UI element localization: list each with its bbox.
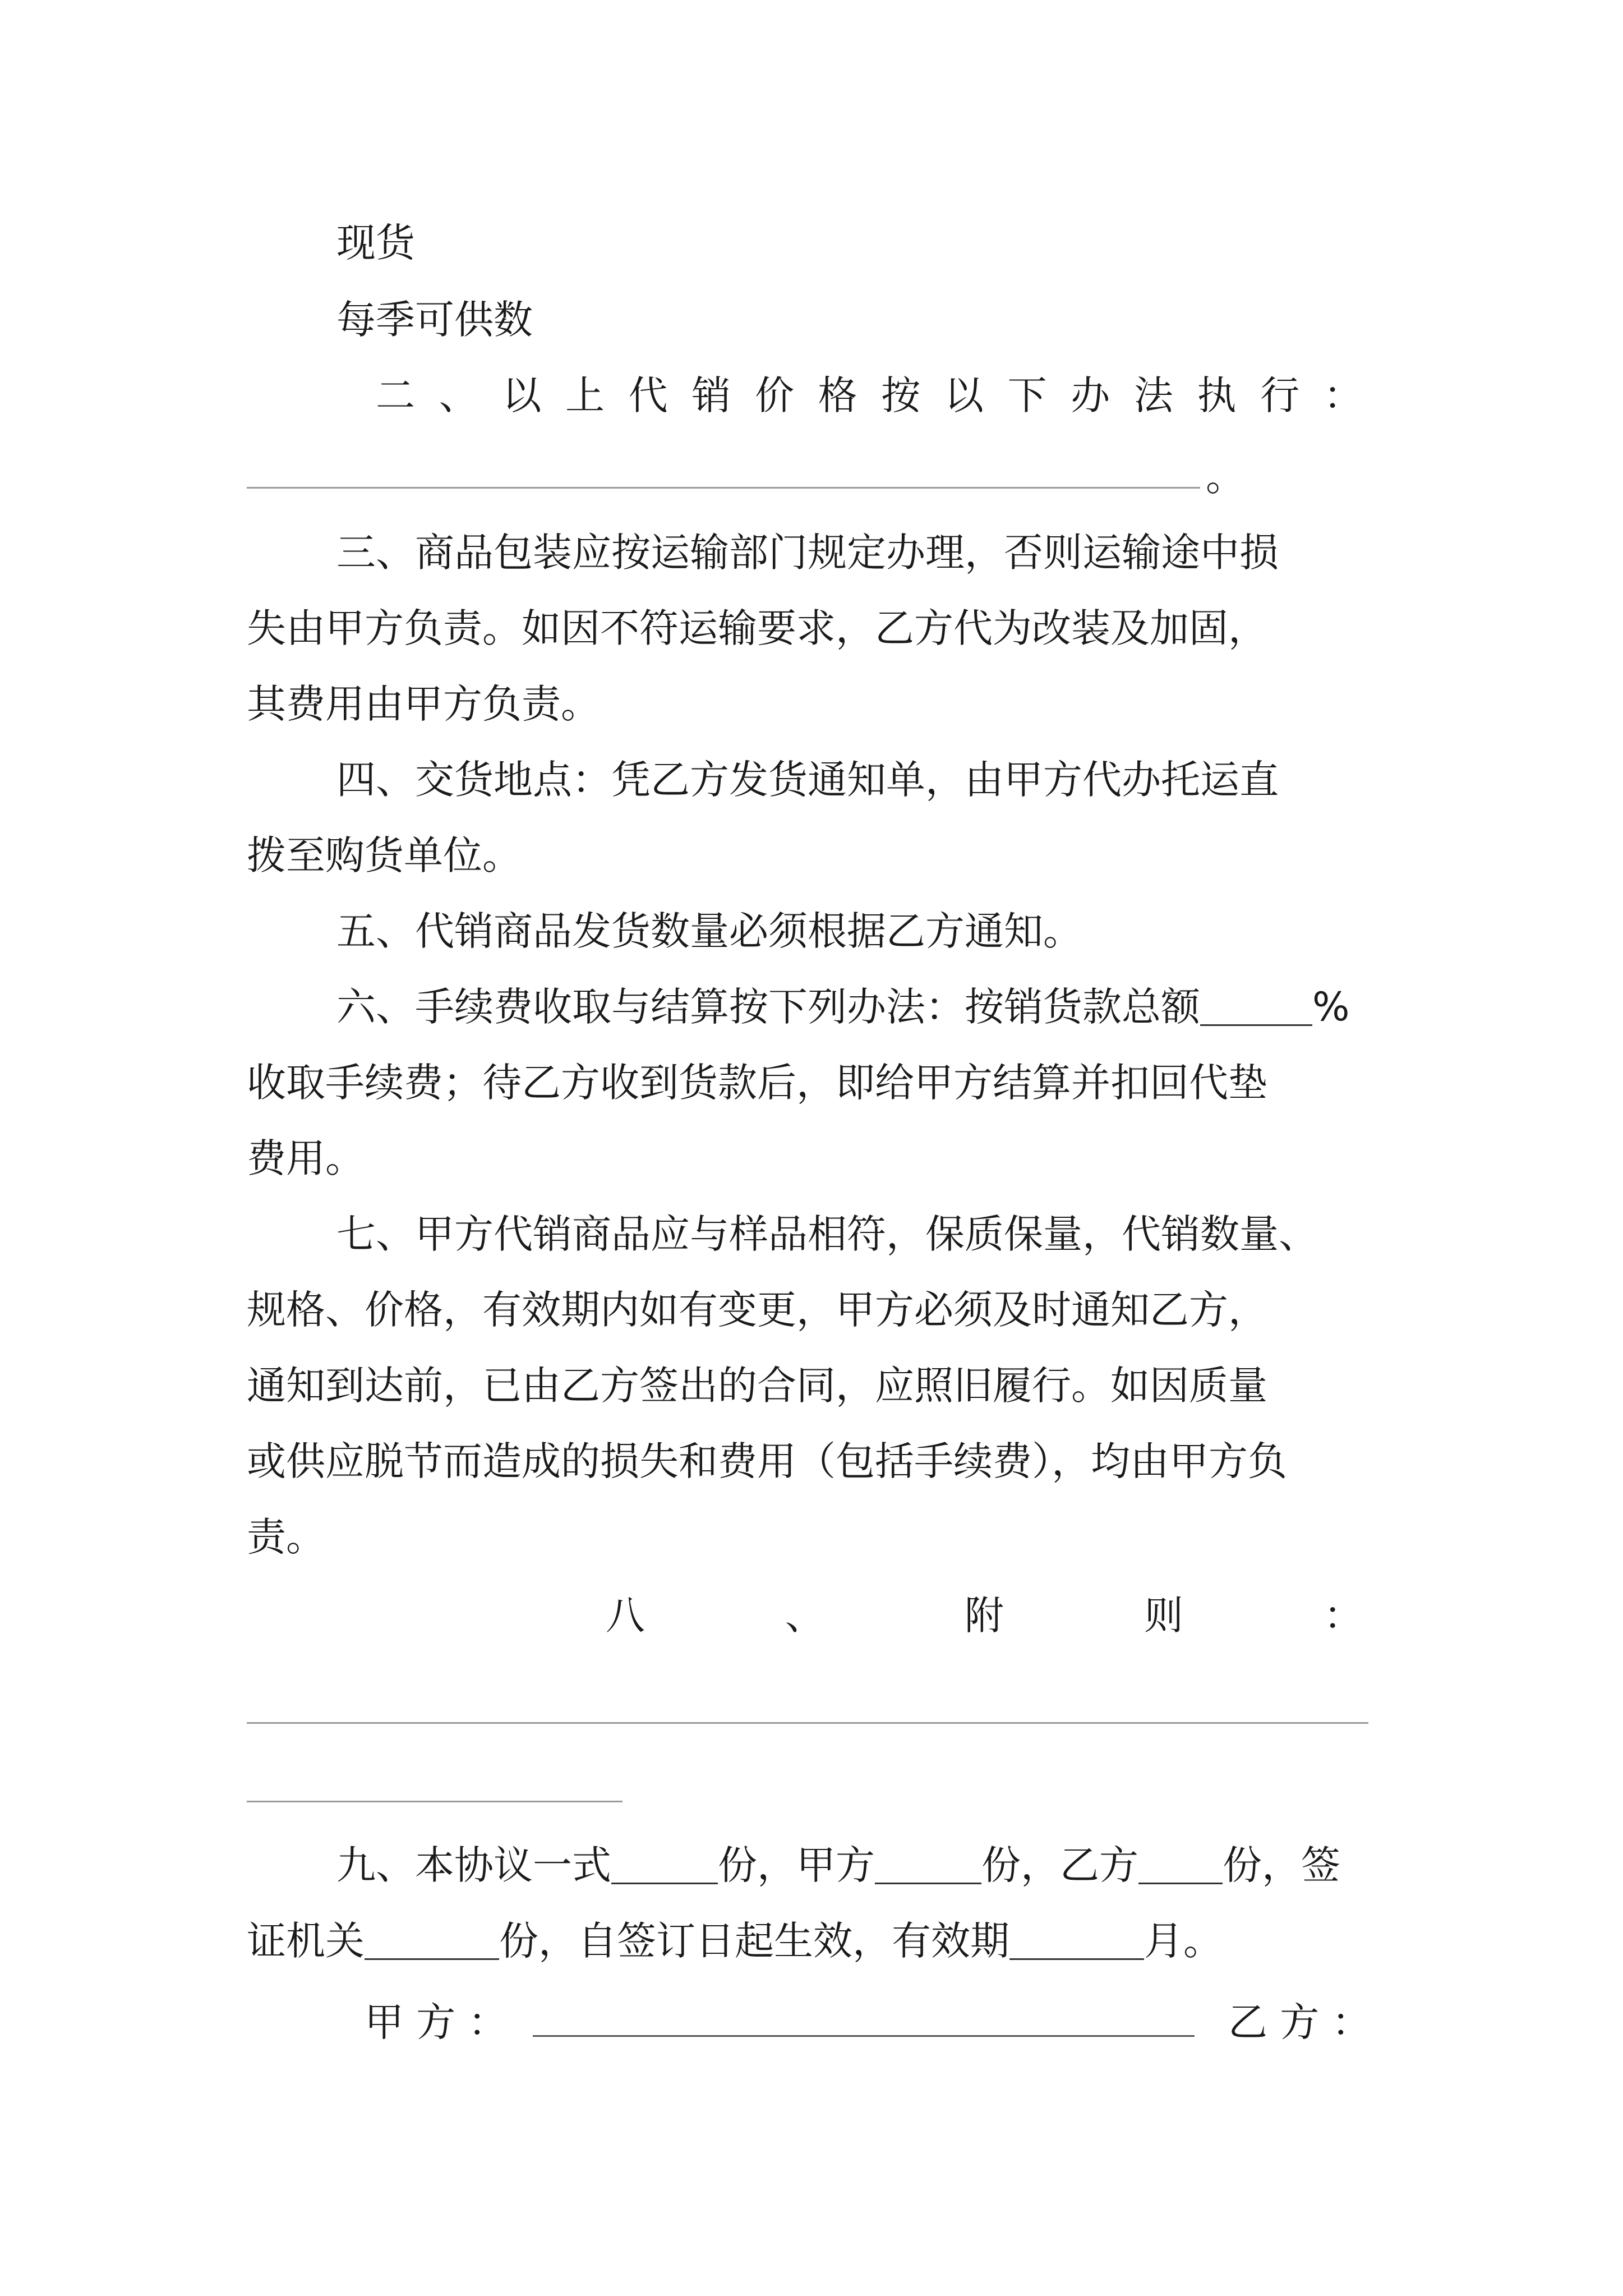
clause-8-heading xyxy=(606,1588,1363,1644)
heading-char: 办 xyxy=(1071,372,1110,418)
heading-char: 行 xyxy=(1260,372,1300,418)
clause-5: 五、代销商品发货数量必须根据乙方通知。 xyxy=(336,908,1082,954)
text-segment: 份，甲方 xyxy=(718,1842,875,1888)
text-line: 收取手续费；待乙方收到货款后，即给甲方结算并扣回代垫 xyxy=(247,1060,1267,1106)
heading-char: 八 xyxy=(606,1593,645,1639)
text-segment: 九、本协议一式 xyxy=(336,1842,611,1888)
text-line: 拨至购货单位。 xyxy=(247,832,522,878)
heading-char: 以 xyxy=(502,372,542,418)
text-line: 。 xyxy=(1206,454,1245,500)
heading-char: 二 xyxy=(376,372,415,418)
heading-char: 执 xyxy=(1197,372,1237,418)
heading-char: 、 xyxy=(439,372,478,418)
text-segment: % xyxy=(1312,984,1350,1030)
blank-underline xyxy=(247,1722,1368,1724)
fill-blank xyxy=(1009,1919,1144,1960)
text-line: 费用。 xyxy=(247,1135,365,1181)
fill-blank xyxy=(1138,1843,1223,1884)
text-line: 规格、价格，有效期内如有变更，甲方必须及时通知乙方， xyxy=(247,1287,1267,1333)
text-line: 或供应脱节而造成的损失和费用（包括手续费），均由甲方负 xyxy=(247,1438,1287,1484)
text-segment: 份，乙方 xyxy=(981,1842,1138,1888)
heading-char: 、 xyxy=(785,1593,824,1639)
fill-blank xyxy=(365,1919,499,1960)
heading-char: 销 xyxy=(691,372,731,418)
heading-char: 按 xyxy=(881,372,921,418)
heading-char: 代 xyxy=(628,372,668,418)
heading-char: 法 xyxy=(1133,372,1173,418)
party-b-label: 乙 方 ： xyxy=(1228,1999,1371,2045)
heading-char: 上 xyxy=(565,372,605,418)
heading-char: ： xyxy=(1324,1593,1363,1639)
heading-char: 附 xyxy=(965,1593,1004,1639)
text-line: 现货 xyxy=(336,220,415,266)
text-segment: 份，自签订日起生效，有效期 xyxy=(499,1918,1009,1964)
text-line: 每季可供数 xyxy=(336,297,533,343)
heading-char: 下 xyxy=(1007,372,1047,418)
clause-3: 三、商品包装应按运输部门规定办理，否则运输途中损 xyxy=(336,530,1279,576)
clause-2-heading xyxy=(376,367,1363,424)
text-line: 责。 xyxy=(247,1514,325,1560)
text-segment: 份，签 xyxy=(1223,1842,1340,1888)
blank-underline xyxy=(247,487,1200,489)
text-line: 其费用由甲方负责。 xyxy=(247,681,600,727)
blank-underline xyxy=(247,1801,623,1802)
heading-char: 格 xyxy=(818,372,857,418)
text-line xyxy=(247,1913,1223,1969)
heading-char: 则 xyxy=(1144,1593,1183,1639)
fill-blank xyxy=(611,1843,718,1884)
fill-blank xyxy=(875,1843,981,1884)
text-segment: 六、手续费收取与结算按下列办法：按销货款总额 xyxy=(336,984,1200,1030)
clause-4: 四、交货地点：凭乙方发货通知单，由甲方代办托运直 xyxy=(336,757,1279,803)
signature-line xyxy=(533,2035,1195,2037)
text-line: 通知到达前，已由乙方签出的合同，应照旧履行。如因质量 xyxy=(247,1363,1267,1409)
heading-char: ： xyxy=(1323,372,1363,418)
party-a-label: 甲 方 ： xyxy=(365,1999,508,2045)
heading-char: 价 xyxy=(754,372,794,418)
clause-9 xyxy=(336,1837,1340,1893)
heading-char: 以 xyxy=(944,372,984,418)
text-segment: 月。 xyxy=(1144,1918,1223,1964)
clause-6 xyxy=(336,979,1350,1035)
clause-7: 七、甲方代销商品应与样品相符，保质保量，代销数量、 xyxy=(336,1211,1318,1257)
text-line: 失由甲方负责。如因不符运输要求，乙方代为改装及加固， xyxy=(247,605,1267,651)
fill-blank xyxy=(1200,985,1312,1026)
text-segment: 证机关 xyxy=(247,1918,365,1964)
